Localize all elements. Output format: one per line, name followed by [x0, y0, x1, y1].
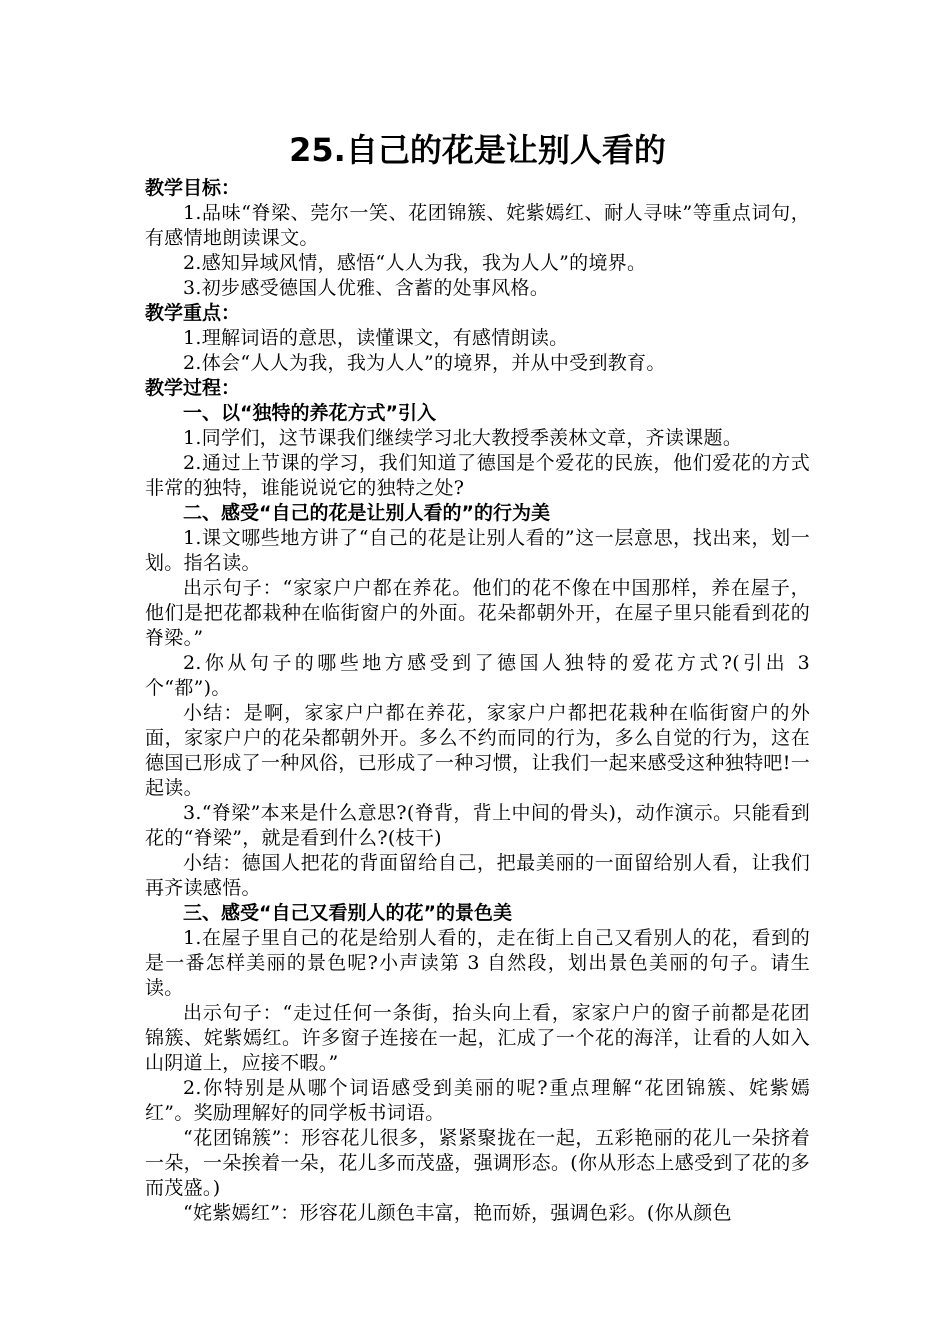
- paragraph: 1.同学们，这节课我们继续学习北大教授季羡林文章，齐读课题。: [183, 427, 743, 449]
- paragraph: 小结：德国人把花的背面留给自己，把最美丽的一面留给别人看，让我们再齐读感悟。: [145, 852, 810, 899]
- paragraph: 2.通过上节课的学习，我们知道了德国是个爱花的民族，他们爱花的方式非常的独特，谁能说说它的独特之处?: [145, 452, 810, 499]
- paragraph: “姹紫嫣红”：形容花儿颜色丰富，艳而娇，强调色彩。(你从颜色: [183, 1202, 732, 1224]
- paragraph: 2.你从句子的哪些地方感受到了德国人独特的爱花方式?(引出 3 个“都”)。: [145, 652, 810, 699]
- key-point-1: 1.理解词语的意思，读懂课文，有感情朗读。: [183, 327, 569, 349]
- process-part1-title: 一、以“独特的养花方式”引入: [183, 402, 436, 424]
- paragraph: 1.课文哪些地方讲了“自己的花是让别人看的”这一层意思，找出来，划一划。指名读。: [145, 527, 810, 574]
- heading-process: 教学过程：: [145, 377, 241, 399]
- paragraph: 出示句子：“家家户户都在养花。他们的花不像在中国那样，养在屋子，他们是把花都栽种在临街窗户的外面。花朵都朝外开，在屋子里只能看到花的脊梁。”: [145, 577, 810, 649]
- paragraph: 小结：是啊，家家户户都在养花，家家户户都把花栽种在临街窗户的外面，家家户户的花朵都朝外开。多么不约而同的行为，多么自觉的行为，这在德国已形成了一种风俗，已形成了一种习惯，让我们一起来感受这种独特吧!一起读。: [145, 702, 810, 799]
- objective-3: 3.初步感受德国人优雅、含蓄的处事风格。: [183, 277, 550, 299]
- key-point-2: 2.体会“人人为我，我为人人”的境界，并从中受到教育。: [183, 352, 666, 374]
- paragraph: 出示句子：“走过任何一条街，抬头向上看，家家户户的窗子前都是花团锦簇、姹紫嫣红。许多窗子连接在一起，汇成了一个花的海洋，让看的人如入山阴道上，应接不暇。”: [145, 1002, 810, 1074]
- paragraph: 1.在屋子里自己的花是给别人看的，走在街上自己又看别人的花，看到的是一番怎样美丽的景色呢?小声读第 3 自然段，划出景色美丽的句子。请生读。: [145, 927, 810, 999]
- document-title: 25.自己的花是让别人看的: [289, 131, 666, 169]
- heading-key-points: 教学重点：: [145, 302, 241, 324]
- heading-objectives: 教学目标：: [145, 177, 241, 199]
- paragraph: 3.“脊梁”本来是什么意思?(脊背，背上中间的骨头)，动作演示。只能看到花的“脊梁”，就是看到什么?(枝干): [145, 802, 810, 849]
- process-part3-title: 三、感受“自己又看别人的花”的景色美: [183, 902, 512, 924]
- process-part2-title: 二、感受“自己的花是让别人看的”的行为美: [183, 502, 550, 524]
- paragraph: 2.你特别是从哪个词语感受到美丽的呢?重点理解“花团锦簇、姹紫嫣红”。奖励理解好的同学板书词语。: [145, 1077, 810, 1124]
- paragraph: “花团锦簇”：形容花儿很多，紧紧聚拢在一起，五彩艳丽的花儿一朵挤着一朵，一朵挨着一朵，花儿多而茂盛，强调形态。(你从形态上感受到了花的多而茂盛。): [145, 1127, 810, 1199]
- objective-2: 2.感知异域风情，感悟“人人为我，我为人人”的境界。: [183, 252, 647, 274]
- objective-1: 1.品味“脊梁、莞尔一笑、花团锦簇、姹紫嫣红、耐人寻味”等重点词句，有感情地朗读课文。: [145, 202, 810, 249]
